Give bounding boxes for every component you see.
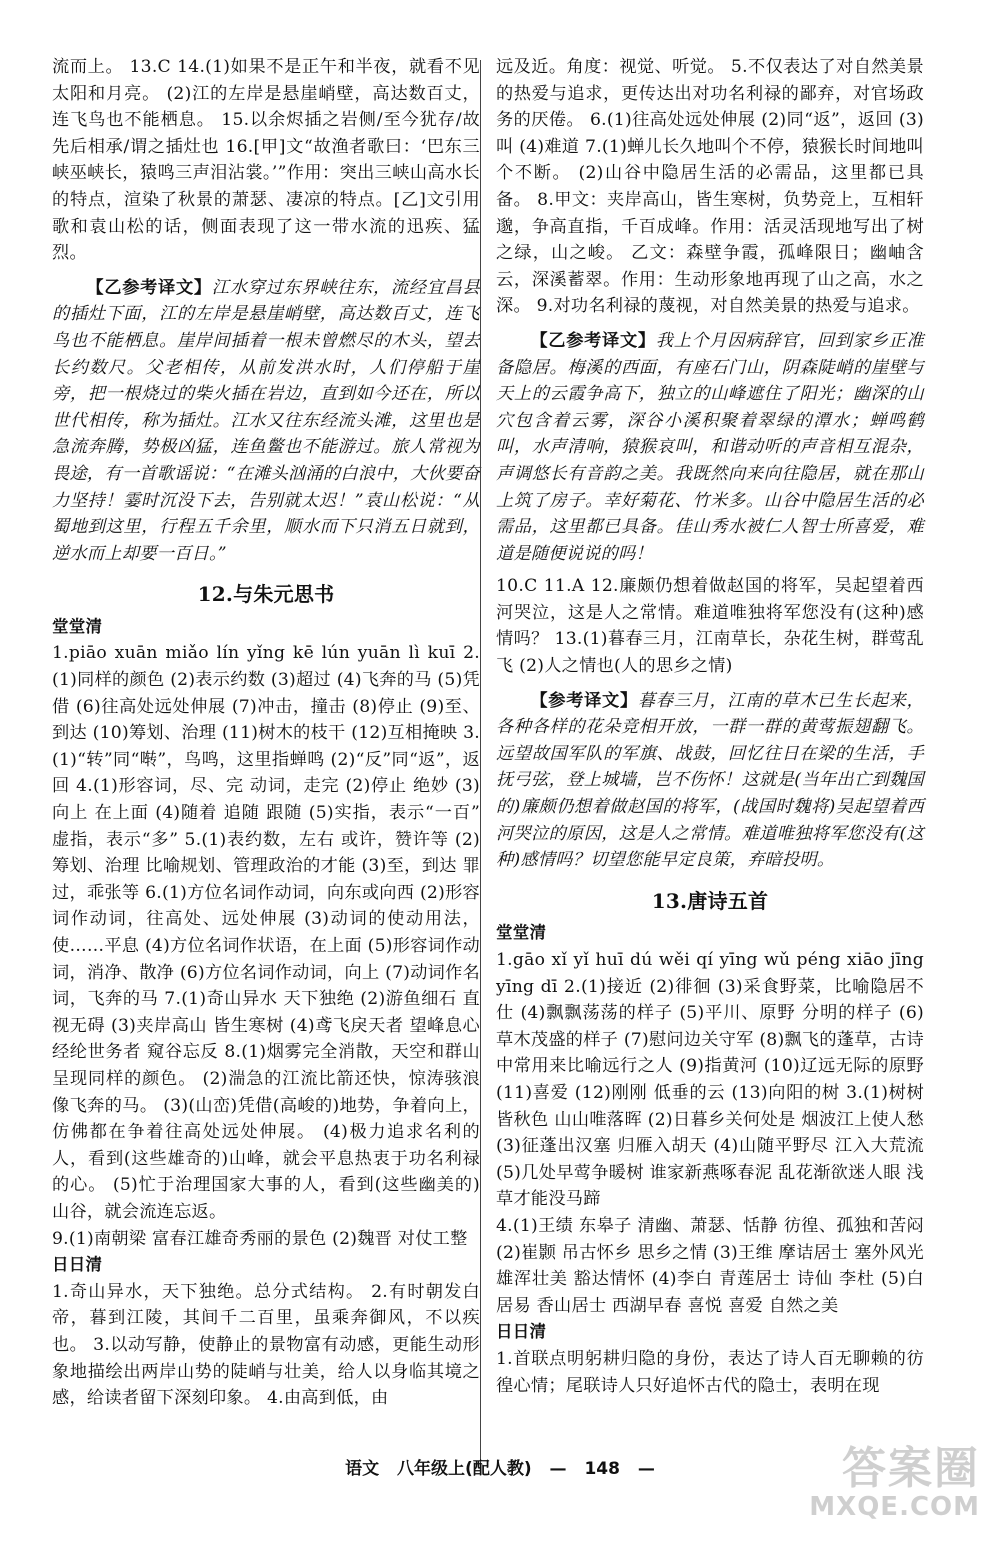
- translation-tag: 【乙参考译文】: [86, 277, 212, 298]
- translation-block: [52, 275, 480, 568]
- watermark-url: MXQE.COM: [809, 1492, 980, 1523]
- section-heading: 堂堂清: [496, 923, 547, 943]
- answer-block: 1.gāo xǐ yǐ huī dú wěi qí yīng wǔ péng xiāo jīng yīng dī 2.(1)接近 (2)徘徊 (3)采食野菜，比喻隐居不仕 (4)飘飘荡荡的样子 (5)平川、原野 分明的样子 (6)草木茂盛的样子 (7)慰问边关守军 (8)飘飞的蓬草，古诗中常用来比喻远行之人 (9)指黄河 (10)辽远无际的原野 (11)喜爱 (12)刚刚 低垂的云 (13)向阳的树 3.(1)树树皆秋色 山山唯落晖 (2)日暮乡关何处是 烟波江上使人愁 (3)征蓬出汉塞 归雁入胡天 (4)山随平野尽 江入大荒流 (5)几处早莺争暖树 谁家新燕啄春泥 乱花渐欲迷人眼 浅草才能没马蹄: [496, 950, 924, 1210]
- answer-block: 流而上。 13.C 14.(1)如果不是正午和半夜，就看不见太阳和月亮。 (2)江的左岸是悬崖峭壁，高达数百丈，连飞鸟也不能栖息。 15.以余烬插之岩侧/至今犹存/故先后相承/谓之插灶也 16.[甲]文“故渔者歌曰：‘巴东三峡巫峡长，猿鸣三声泪沾裳。’”作用：突出三峡山高水长的特点，渲染了秋景的萧瑟、凄凉的特点。[乙]文引用歌和袁山松的话，侧面表现了这一带水流的迅疾、猛烈。: [52, 57, 480, 264]
- translation-tag: 【乙参考译文】: [530, 330, 656, 351]
- answer-block: 10.C 11.A 12.廉颇仍想着做赵国的将军，吴起望着西河哭泣，这是人之常情。难道唯独将军您没有(这种)感情吗？ 13.(1)暮春三月，江南草长，杂花生树，群莺乱飞 (2)人之情也(人的思乡之情): [496, 576, 924, 677]
- footer-grade: 八年级上(配人教): [397, 1459, 532, 1479]
- footer-dash: —: [637, 1459, 655, 1479]
- section-heading: 日日清: [52, 1255, 103, 1275]
- answer-block: 1.首联点明躬耕归隐的身份，表达了诗人百无聊赖的彷徨心情；尾联诗人只好追怀古代的隐士，表明在现: [496, 1348, 924, 1396]
- footer-subject: 语文: [345, 1459, 380, 1479]
- right-column: [496, 54, 924, 1399]
- watermark-logo: [809, 1445, 980, 1522]
- translation-block: [496, 328, 924, 567]
- answer-block: 远及近。角度：视觉、听觉。 5.不仅表达了对自然美景的热爱与追求，更传达出对功名利禄的鄙弃，对官场政务的厌倦。 6.(1)往高处远处伸展 (2)同“返”，返回 (3)叫 (4)难道 7.(1)蝉儿长久地叫个不停，猿猴长时间地叫个不断。 (2)山谷中隐居生活的必需品，这里都已具备。 8.甲文：夹岸高山，皆生寒树，负势竞上，互相轩邈，争高直指，千百成峰。作用：活灵活现地写出了树之绿，山之峻。 乙文：森壁争霞，孤峰限日；幽岫含云，深溪蓄翠。作用：生动形象地再现了山之高，水之深。 9.对功名利禄的蔑视，对自然美景的热爱与追求。: [496, 57, 924, 317]
- answer-block: 4.(1)王绩 东皋子 清幽、萧瑟、恬静 彷徨、孤独和苦闷 (2)崔颢 吊古怀乡 思乡之情 (3)王维 摩诘居士 塞外风光 雄浑壮美 豁达情怀 (4)李白 青莲居士 诗仙 李杜 (5)白居易 香山居士 西湖早春 喜悦 喜爱 自然之美: [496, 1215, 924, 1316]
- column-divider: [480, 60, 481, 1465]
- translation-text: 江水穿过东界峡往东，流经宜昌县的插灶下面，江的左岸是悬崖峭壁，高达数百丈，连飞鸟也不能栖息。崖岸间插着一根未曾燃尽的木头，望去长约数尺。父老相传，从前发洪水时，人们停船于崖旁，把一根烧过的柴火插在岩边，直到如今还在，所以世代相传，称为插灶。江水又往东经流头滩，这里也是急流奔腾，势极凶猛，连鱼鳖也不能游过。旅人常视为畏途，有一首歌谣说：“在滩头汹涌的白浪中，大伙要奋力坚持！霎时沉没下去，告别就太迟！”袁山松说：“从蜀地到这里，行程五千余里，顺水而下只消五日就到，逆水而上却要一百日。”: [52, 277, 480, 564]
- chapter-title: 13.唐诗五首: [651, 888, 769, 913]
- translation-block: [496, 688, 924, 874]
- section-heading: 日日清: [496, 1322, 547, 1342]
- section-heading: 堂堂清: [52, 616, 103, 636]
- page-number: 148: [584, 1459, 620, 1479]
- footer-dash: —: [549, 1459, 567, 1479]
- answer-block: 1.piāo xuān miǎo lín yǐng kē lún yuān lì kuī 2.(1)同样的颜色 (2)表示约数 (3)超过 (4)飞奔的马 (5)凭借 (6)往高处远处伸展 (7)冲击，撞击 (8)停止 (9)至、到达 (10)筹划、治理 (11)树木的枝干 (12)互相掩映 3.(1)“转”同“啭”，鸟鸣，这里指蝉鸣 (2)“反”同“返”，返回 4.(1)形容词，尽、完 动词，走完 (2)停止 绝妙 (3)向上 在上面 (4)随着 追随 跟随 (5)实指，表示“一百” 虚指，表示“多” 5.(1)表约数，左右 或许，赞许等 (2)筹划、治理 比喻规划、管理政治的才能 (3)至，到达 罪过，乖张等 6.(1)方位名词作动词，向东或向西 (2)形容词作动词，往高处、远处伸展 (3)动词的使动用法，使……平息 (4)方位名词作状语，在上面 (5)形容词作动词，消净、散净 (6)方位名词作动词，向上 (7)动词作名词，飞奔的马 7.(1)奇山异水 天下独绝 (2)游鱼细石 直视无碍 (3)夹岸高山 皆生寒树 (4)鸢飞戾天者 望峰息心 经纶世务者 窥谷忘反 8.(1)烟雾完全消散，天空和群山呈现同样的颜色。 (2)湍急的江流比箭还快，惊涛骇浪像飞奔的马。 (3)(山峦)凭借(高峻的)地势，争着向上，仿佛都在争着往高处远处伸展。 (4)极力追求名利的人，看到(这些雄奇的)山峰，就会平息热衷于功名利禄的心。 (5)忙于治理国家大事的人，看到(这些幽美的)山谷，就会流连忘返。: [52, 643, 480, 1222]
- answer-block: 1.奇山异水，天下独绝。总分式结构。 2.有时朝发白帝，暮到江陵，其间千二百里，虽乘奔御风，不以疾也。 3.以动写静，使静止的景物富有动感，更能生动形象地描绘出两岸山势的陡峭与壮美，给人以身临其境之感，给读者留下深刻印象。 4.由高到低，由: [52, 1281, 480, 1409]
- translation-text: 暮春三月，江南的草木已生长起来，各种各样的花朵竞相开放，一群一群的黄莺振翅翻飞。远望故国军队的军旗、战鼓，回忆往日在梁的生活，手抚弓弦，登上城墙，岂不伤怀！这就是(当年出亡到魏国的)廉颇仍想着做赵国的将军，(战国时魏将)吴起望着西河哭泣的原因，这是人之常情。难道唯独将军您没有(这种)感情吗？切望您能早定良策，弃暗投明。: [496, 690, 924, 871]
- left-column: [52, 54, 480, 1412]
- translation-tag: 【参考译文】: [530, 690, 638, 711]
- translation-text: 我上个月因病辞官，回到家乡正准备隐居。梅溪的西面，有座石门山，阴森陡峭的崖壁与天上的云霞争高下，独立的山峰遮住了阳光；幽深的山穴包含着云雾，深谷小溪积聚着翠绿的潭水；蝉鸣鹤叫，水声清响，猿猴哀叫，和谐动听的声音相互混杂，声调悠长有音韵之美。我既然向来向往隐居，就在那山上筑了房子。幸好菊花、竹米多。山谷中隐居生活的必需品，这里都已具备。佳山秀水被仁人智士所喜爱，难道是随便说说的吗！: [496, 330, 924, 564]
- watermark-text: 答案圈: [842, 1443, 980, 1495]
- chapter-title: 12.与朱元思书: [197, 582, 335, 607]
- answer-block: 9.(1)南朝梁 富春江雄奇秀丽的景色 (2)魏晋 对仗工整: [52, 1228, 468, 1249]
